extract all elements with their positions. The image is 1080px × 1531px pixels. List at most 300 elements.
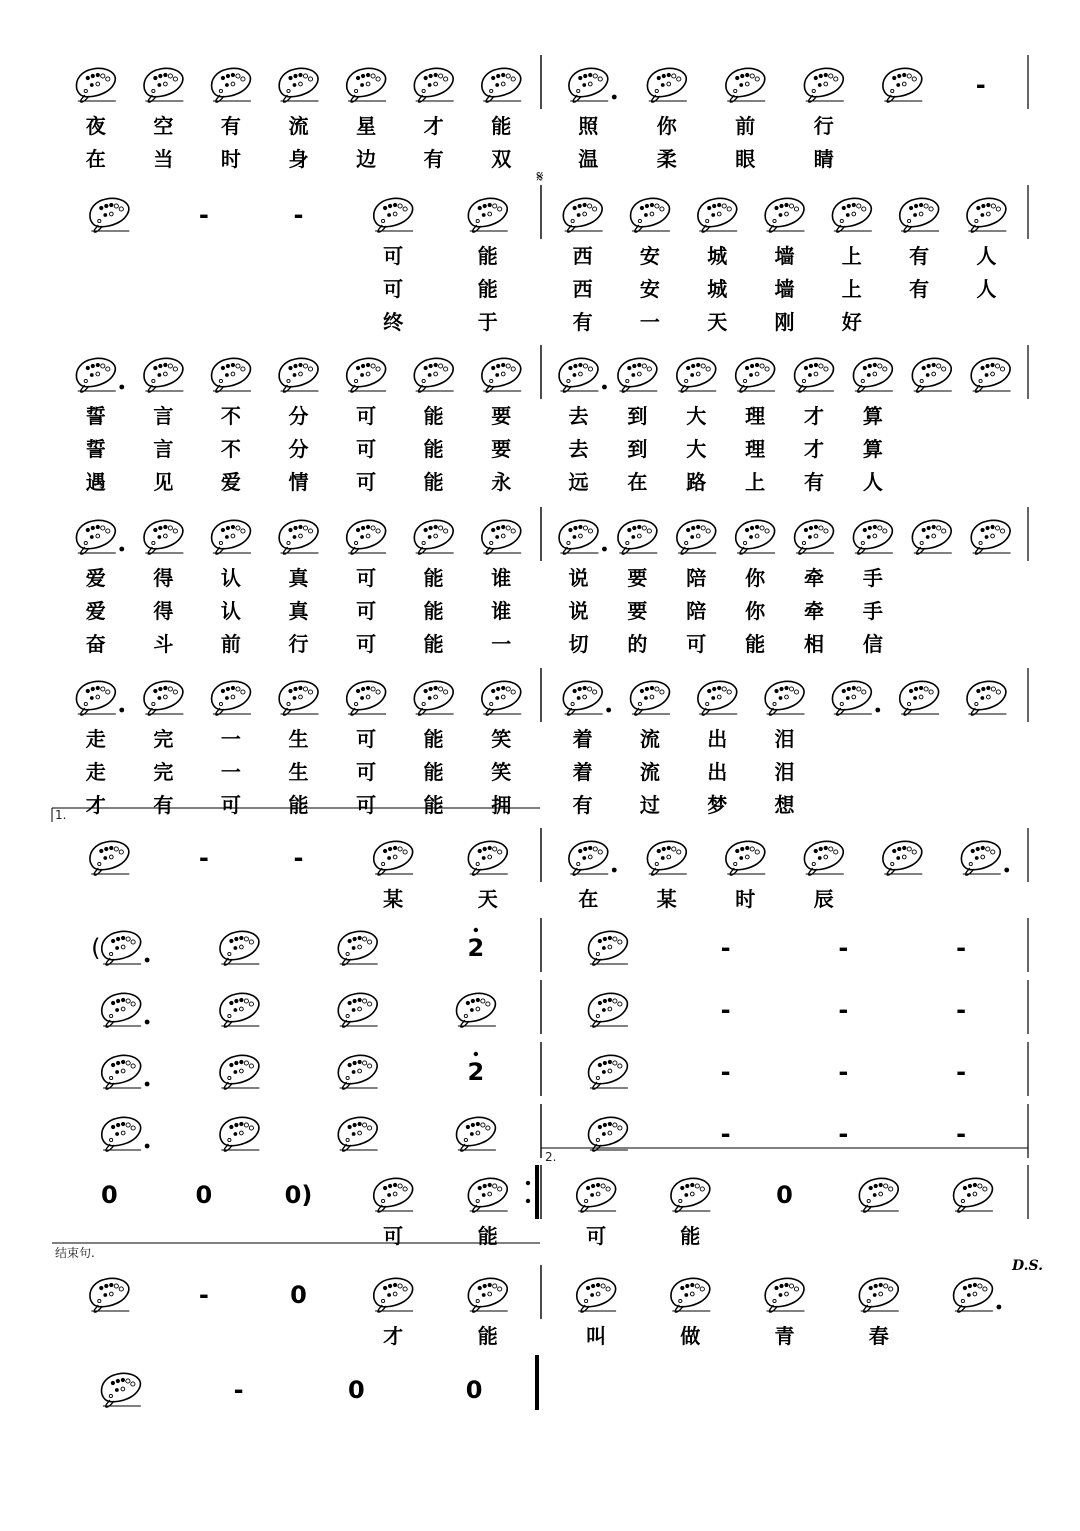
ocarina-note-icon (589, 993, 628, 1027)
lyric-syllable: 西 (572, 244, 593, 268)
lyric-syllable: 笑 (491, 760, 512, 784)
dot-mark (606, 708, 611, 713)
ocarina-note-icon (736, 520, 775, 554)
ocarina-note-icon (279, 68, 318, 102)
lyric-syllable: 春 (868, 1324, 889, 1348)
lyric-syllable: 生 (288, 760, 309, 784)
ocarina-note-icon (795, 520, 834, 554)
numbered-note: - (293, 201, 304, 229)
lyric-syllable: 能 (423, 566, 444, 590)
ocarina-note-icon (859, 1278, 898, 1312)
lyric-syllable: 去 (568, 437, 589, 461)
numbered-note: 0 (465, 1376, 483, 1404)
ocarina-note-icon (726, 68, 765, 102)
ocarina-note-icon (795, 358, 834, 392)
lyric-syllable: 认 (220, 566, 241, 590)
lyric-syllable: 你 (745, 599, 766, 623)
lyric-syllable: 爱 (85, 599, 106, 623)
ocarina-note-icon (347, 681, 386, 715)
lyric-syllable: 梦 (707, 793, 728, 817)
lyric-syllable: 陪 (686, 599, 707, 623)
ocarina-note-icon (677, 520, 716, 554)
lyric-syllable: 可 (356, 793, 377, 817)
lyric-syllable: 不 (220, 437, 241, 461)
lyric-syllable: 能 (423, 632, 444, 656)
ocarina-note-icon (804, 841, 843, 875)
numbered-note: - (293, 844, 304, 872)
numbered-note: 2 (467, 1058, 485, 1086)
lyric-syllable: 能 (423, 437, 444, 461)
numbered-note: 0) (284, 1181, 313, 1209)
ocarina-note-icon (853, 358, 892, 392)
lyric-syllable: 走 (85, 727, 106, 751)
numbered-note: 0 (195, 1181, 213, 1209)
lyric-syllable: 才 (85, 793, 106, 817)
numbered-note: 0 (100, 1181, 118, 1209)
ocarina-note-icon (468, 1178, 507, 1212)
ocarina-note-icon (144, 520, 183, 554)
ocarina-note-icon (347, 68, 386, 102)
lyric-syllable: 能 (680, 1224, 701, 1248)
ocarina-note-icon (971, 520, 1010, 554)
dot-mark (119, 385, 124, 390)
volta-2-label: 2. (545, 1150, 557, 1164)
ocarina-note-icon (589, 1055, 628, 1089)
lyric-syllable: 星 (356, 114, 377, 138)
lyric-syllable: 身 (288, 147, 309, 171)
lyric-syllable: 要 (627, 599, 648, 623)
numbered-note: - (975, 71, 986, 99)
lyric-syllable: 某 (656, 887, 677, 911)
ocarina-note-icon (220, 1117, 259, 1151)
ocarina-note-icon (900, 198, 939, 232)
numbered-note: 2 (467, 934, 485, 962)
lyric-syllable: 一 (220, 727, 241, 751)
lyric-syllable: 边 (356, 147, 377, 171)
lyric-syllable: 有 (803, 470, 824, 494)
lyric-syllable: 分 (288, 404, 309, 428)
lyric-syllable: 可 (220, 793, 241, 817)
lyric-syllable: 要 (491, 437, 512, 461)
lyric-syllable: 能 (288, 793, 309, 817)
ocarina-note-icon (482, 358, 521, 392)
ocarina-note-icon (76, 520, 115, 554)
segno-mark: 𝄋 (536, 167, 544, 186)
ocarina-note-icon (569, 841, 608, 875)
lyric-syllable: 可 (356, 470, 377, 494)
lyric-syllable: 牵 (803, 566, 824, 590)
ocarina-note-icon (414, 68, 453, 102)
dot-mark (612, 868, 617, 873)
lyric-syllable: 青 (774, 1324, 795, 1348)
lyric-syllable: 可 (586, 1224, 607, 1248)
ocarina-note-icon (414, 358, 453, 392)
lyric-syllable: 墙 (774, 277, 795, 301)
lyric-syllable: 真 (288, 566, 309, 590)
lyric-syllable: 到 (627, 404, 648, 428)
ocarina-note-icon (102, 931, 141, 965)
dot-mark (1004, 868, 1009, 873)
lyric-syllable: 睛 (813, 147, 834, 171)
lyric-syllable: 永 (491, 470, 512, 494)
lyric-syllable: 去 (568, 404, 589, 428)
ocarina-note-icon (338, 993, 377, 1027)
ocarina-note-icon (338, 1055, 377, 1089)
lyric-syllable: 笑 (491, 727, 512, 751)
ocarina-note-icon (482, 520, 521, 554)
lyric-syllable: 能 (745, 632, 766, 656)
dot-mark (602, 547, 607, 552)
lyric-syllable: 能 (477, 244, 498, 268)
lyric-syllable: 可 (356, 437, 377, 461)
lyric-syllable: 前 (735, 114, 756, 138)
lyric-syllable: 人 (976, 277, 997, 301)
ocarina-note-icon (736, 358, 775, 392)
lyric-syllable: 一 (639, 310, 660, 334)
lyric-syllable: 你 (745, 566, 766, 590)
ocarina-note-icon (832, 198, 871, 232)
numbered-note: - (198, 844, 209, 872)
lyric-syllable: 上 (841, 277, 862, 301)
ocarina-note-icon (589, 931, 628, 965)
ocarina-note-icon (374, 1278, 413, 1312)
ocarina-note-icon (631, 198, 670, 232)
ocarina-note-icon (457, 1117, 496, 1151)
lyric-syllable: 算 (862, 437, 883, 461)
ocarina-note-icon (102, 1055, 141, 1089)
lyric-syllable: 分 (288, 437, 309, 461)
ocarina-note-icon (671, 1278, 710, 1312)
lyric-syllable: 能 (423, 727, 444, 751)
ocarina-note-icon (374, 1178, 413, 1212)
lyric-syllable: 誓 (85, 404, 106, 428)
ocarina-note-icon (457, 993, 496, 1027)
lyric-syllable: 人 (862, 470, 883, 494)
lyric-syllable: 在 (627, 470, 648, 494)
lyric-syllable: 完 (153, 760, 174, 784)
lyric-syllable: 能 (477, 1224, 498, 1248)
lyric-syllable: 有 (909, 277, 930, 301)
lyric-syllable: 着 (572, 727, 593, 751)
dot-mark (997, 1305, 1002, 1310)
lyric-syllable: 前 (220, 632, 241, 656)
lyric-syllable: 温 (578, 147, 599, 171)
lyric-syllable: 相 (803, 632, 824, 656)
numbered-note: - (198, 201, 209, 229)
lyric-syllable: 不 (220, 404, 241, 428)
ocarina-note-icon (279, 358, 318, 392)
numbered-note: - (233, 1376, 244, 1404)
lyric-syllable: 天 (707, 310, 728, 334)
lyric-syllable: 上 (841, 244, 862, 268)
lyric-syllable: 泪 (774, 727, 795, 751)
lyric-syllable: 能 (423, 793, 444, 817)
lyric-syllable: 得 (153, 599, 174, 623)
lyric-syllable: 手 (862, 566, 883, 590)
ocarina-note-icon (765, 198, 804, 232)
lyric-syllable: 好 (841, 310, 862, 334)
lyric-syllable: 才 (803, 404, 824, 428)
ocarina-note-icon (569, 68, 608, 102)
ocarina-note-icon (971, 358, 1010, 392)
lyric-syllable: 辰 (813, 887, 834, 911)
lyric-syllable: 要 (491, 404, 512, 428)
lyric-syllable: 终 (383, 310, 404, 334)
numbered-note: - (956, 1120, 967, 1148)
lyric-syllable: 过 (639, 793, 660, 817)
lyric-syllable: 行 (288, 632, 309, 656)
lyric-syllable: 柔 (656, 147, 677, 171)
lyric-syllable: 真 (288, 599, 309, 623)
numbered-note: - (198, 1281, 209, 1309)
lyric-syllable: 才 (803, 437, 824, 461)
ocarina-note-icon (883, 68, 922, 102)
ocarina-note-icon (577, 1278, 616, 1312)
lyric-syllable: 完 (153, 727, 174, 751)
lyric-syllable: 可 (356, 404, 377, 428)
ocarina-note-icon (76, 681, 115, 715)
ocarina-note-icon (374, 841, 413, 875)
repeat-dot (526, 1181, 530, 1185)
lyric-syllable: 出 (707, 760, 728, 784)
ocarina-note-icon (618, 520, 657, 554)
ocarina-note-icon (671, 1178, 710, 1212)
lyric-syllable: 流 (288, 114, 309, 138)
ocarina-note-icon (631, 681, 670, 715)
ocarina-note-icon (212, 68, 251, 102)
ocarina-note-icon (347, 358, 386, 392)
numbered-note: - (838, 934, 849, 962)
lyric-syllable: 可 (356, 599, 377, 623)
lyric-syllable: 城 (707, 277, 728, 301)
lyric-syllable: 可 (383, 1224, 404, 1248)
lyric-syllable: 可 (383, 277, 404, 301)
lyric-syllable: 信 (862, 632, 883, 656)
lyric-syllable: 流 (639, 727, 660, 751)
lyric-syllable: 的 (627, 632, 648, 656)
lyric-syllable: 着 (572, 760, 593, 784)
lyric-syllable: 可 (383, 244, 404, 268)
ocarina-note-icon (647, 841, 686, 875)
lyric-syllable: 牵 (803, 599, 824, 623)
lyric-syllable: 能 (491, 114, 512, 138)
ocarina-note-icon (954, 1178, 993, 1212)
ocarina-note-icon (883, 841, 922, 875)
lyric-syllable: 行 (813, 114, 834, 138)
numbered-note: - (720, 934, 731, 962)
lyric-syllable: 想 (774, 793, 795, 817)
lyric-syllable: 有 (153, 793, 174, 817)
lyric-syllable: 双 (491, 147, 512, 171)
lyric-syllable: 有 (423, 147, 444, 171)
lyric-syllable: 安 (639, 277, 660, 301)
ocarina-note-icon (577, 1178, 616, 1212)
ocarina-note-icon (698, 198, 737, 232)
lyric-syllable: 有 (909, 244, 930, 268)
lyric-syllable: 见 (153, 470, 174, 494)
numbered-note: - (956, 1058, 967, 1086)
lyric-syllable: 到 (627, 437, 648, 461)
numbered-note: 0 (348, 1376, 365, 1404)
lyric-syllable: 理 (745, 404, 766, 428)
lyric-syllable: 上 (745, 470, 766, 494)
lyric-syllable: 泪 (774, 760, 795, 784)
lyric-syllable: 手 (862, 599, 883, 623)
dot-mark (612, 95, 617, 100)
lyric-syllable: 叫 (586, 1324, 607, 1348)
ocarina-note-icon (468, 841, 507, 875)
lyric-syllable: 可 (356, 566, 377, 590)
ocarina-note-icon (853, 520, 892, 554)
lyric-syllable: 大 (686, 404, 707, 428)
volta-1-label: 1. (55, 808, 67, 822)
ocarina-note-icon (804, 68, 843, 102)
ocarina-note-icon (677, 358, 716, 392)
ocarina-note-icon (144, 681, 183, 715)
ocarina-note-icon (698, 681, 737, 715)
numbered-note: 0 (776, 1181, 793, 1209)
lyric-syllable: 言 (153, 437, 174, 461)
ocarina-note-icon (618, 358, 657, 392)
ocarina-note-icon (559, 520, 598, 554)
dot-mark (119, 547, 124, 552)
ocarina-note-icon (832, 681, 871, 715)
lyric-syllable: 城 (707, 244, 728, 268)
ocarina-note-icon (279, 681, 318, 715)
ocarina-note-icon (90, 1278, 129, 1312)
ocarina-note-icon (482, 68, 521, 102)
lyric-syllable: 人 (976, 244, 997, 268)
ocarina-note-icon (102, 1373, 141, 1407)
lyric-syllable: 流 (639, 760, 660, 784)
ocarina-note-icon (374, 198, 413, 232)
ocarina-note-icon (76, 68, 115, 102)
lyric-syllable: 说 (568, 599, 589, 623)
lyric-syllable: 时 (220, 147, 241, 171)
lyric-syllable: 有 (572, 793, 593, 817)
lyric-syllable: 理 (745, 437, 766, 461)
ocarina-note-icon (912, 520, 951, 554)
repeat-dot (526, 1199, 530, 1203)
lyric-syllable: 切 (568, 632, 589, 656)
ocarina-note-icon (76, 358, 115, 392)
ocarina-note-icon (220, 1055, 259, 1089)
ocarina-note-icon (647, 68, 686, 102)
lyric-syllable: 能 (423, 599, 444, 623)
ocarina-note-icon (967, 681, 1006, 715)
lyric-syllable: 可 (356, 727, 377, 751)
ocarina-note-icon (765, 681, 804, 715)
lyric-syllable: 走 (85, 760, 106, 784)
lyric-syllable: 能 (423, 404, 444, 428)
lyric-syllable: 得 (153, 566, 174, 590)
ocarina-note-icon (468, 198, 507, 232)
numbered-note: - (838, 1058, 849, 1086)
dot-mark (145, 1082, 150, 1087)
ocarina-note-icon (212, 358, 251, 392)
ocarina-note-icon (338, 931, 377, 965)
lyric-syllable: 可 (356, 760, 377, 784)
lyric-syllable: 天 (477, 887, 498, 911)
ocarina-note-icon (961, 841, 1000, 875)
ocarina-note-icon (90, 841, 129, 875)
lyric-syllable: 情 (288, 470, 309, 494)
lyric-syllable: 在 (85, 147, 106, 171)
lyric-syllable: 爱 (85, 566, 106, 590)
lyric-syllable: 能 (423, 760, 444, 784)
ocarina-note-icon (589, 1117, 628, 1151)
ocarina-note-icon (102, 993, 141, 1027)
dot-mark (145, 1020, 150, 1025)
lyric-syllable: 当 (153, 147, 174, 171)
lyric-syllable: 能 (477, 1324, 498, 1348)
lyric-syllable: 拥 (491, 793, 512, 817)
ocarina-note-icon (559, 358, 598, 392)
lyric-syllable: 谁 (491, 599, 512, 623)
ocarina-note-icon (482, 681, 521, 715)
numbered-note: - (956, 996, 967, 1024)
numbered-note: 0 (290, 1281, 307, 1309)
lyric-syllable: 夜 (85, 114, 106, 138)
lyric-syllable: 墙 (774, 244, 795, 268)
lyric-syllable: 能 (477, 277, 498, 301)
ocarina-note-icon (90, 198, 129, 232)
ocarina-note-icon (220, 993, 259, 1027)
lyric-syllable: 远 (568, 470, 589, 494)
numbered-note: - (720, 1058, 731, 1086)
lyric-syllable: 谁 (491, 566, 512, 590)
lyric-syllable: 刚 (774, 310, 795, 334)
dot-mark (875, 708, 880, 713)
ocarina-note-icon (347, 520, 386, 554)
ocarina-note-icon (726, 841, 765, 875)
lyric-syllable: 说 (568, 566, 589, 590)
numbered-note: - (956, 934, 967, 962)
ocarina-note-icon (468, 1278, 507, 1312)
lyric-syllable: 安 (639, 244, 660, 268)
lyric-syllable: 照 (578, 114, 599, 138)
dot-mark (145, 958, 150, 963)
ocarina-note-icon (912, 358, 951, 392)
ocarina-note-icon (954, 1278, 993, 1312)
lyric-syllable: 在 (578, 887, 599, 911)
lyric-syllable: 可 (356, 632, 377, 656)
lyric-syllable: 誓 (85, 437, 106, 461)
ocarina-note-icon (414, 681, 453, 715)
ocarina-note-icon (144, 68, 183, 102)
lyric-syllable: 于 (477, 310, 498, 334)
lyric-syllable: 要 (627, 566, 648, 590)
lyric-syllable: 你 (656, 114, 677, 138)
ending-label: 结束句. (55, 1246, 95, 1260)
ocarina-note-icon (212, 520, 251, 554)
ocarina-note-icon (563, 198, 602, 232)
ocarina-note-icon (967, 198, 1006, 232)
ocarina-note-icon (859, 1178, 898, 1212)
lyric-syllable: 出 (707, 727, 728, 751)
lyric-syllable: 一 (220, 760, 241, 784)
lyric-syllable: 奋 (85, 632, 106, 656)
ocarina-note-icon (144, 358, 183, 392)
paren-mark: ( (91, 934, 101, 962)
lyric-syllable: 时 (735, 887, 756, 911)
lyric-syllable: 有 (572, 310, 593, 334)
numbered-note: - (838, 1120, 849, 1148)
lyric-syllable: 才 (383, 1324, 404, 1348)
lyric-syllable: 有 (220, 114, 241, 138)
lyric-syllable: 路 (686, 470, 707, 494)
lyric-syllable: 爱 (220, 470, 241, 494)
